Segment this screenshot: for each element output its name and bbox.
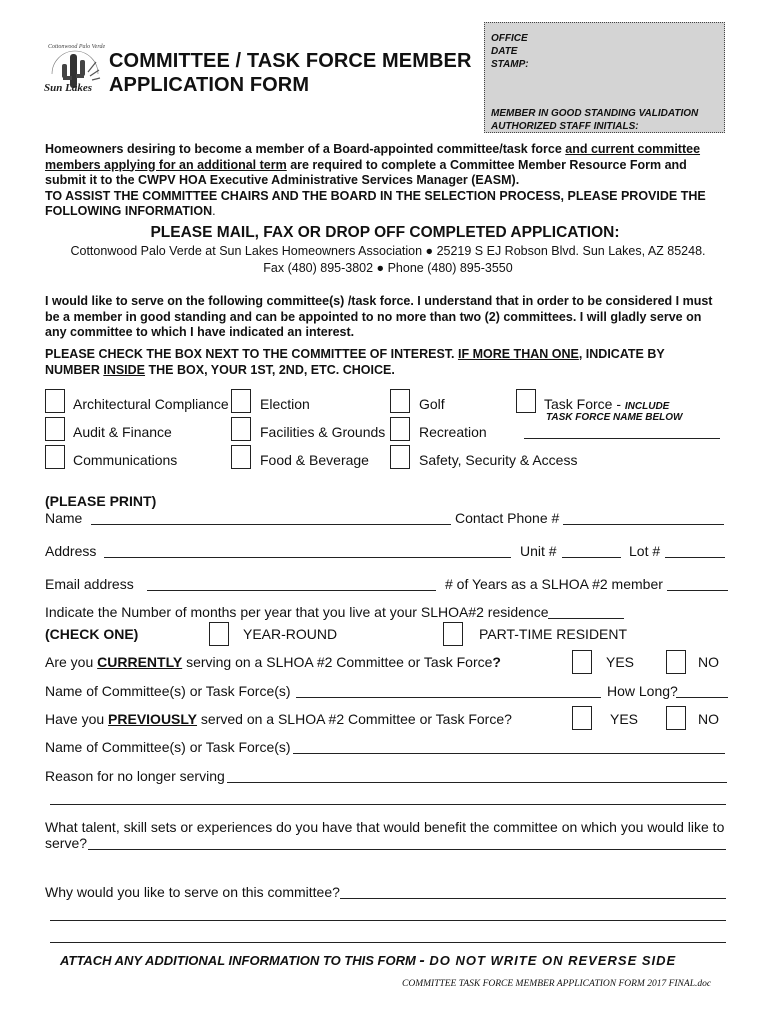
intro-assist-2: FOLLOWING INFORMATION — [45, 204, 213, 218]
talent-label-2: serve? — [45, 835, 88, 851]
serve-statement — [45, 294, 735, 341]
serve-line-2: be a member in good standing and can be appointed to no more than two (2) committees. I will gladly serve on — [45, 309, 702, 324]
reason-field[interactable] — [227, 782, 727, 783]
mail-address: Cottonwood Palo Verde at Sun Lakes Homeowners Association ● 25219 S EJ Robson Blvd. Sun Lakes, AZ 85248. — [70, 244, 706, 258]
attach-dash: - — [419, 952, 425, 969]
checkbox-previously-no[interactable] — [666, 706, 686, 730]
label-golf: Golf — [419, 396, 445, 412]
checkbox-previously-yes[interactable] — [572, 706, 592, 730]
previous-committees-field[interactable] — [293, 753, 725, 754]
label-election: Election — [260, 396, 310, 412]
reason-field-line2[interactable] — [50, 804, 726, 805]
currently-q: ? — [492, 654, 501, 670]
year-round-label: YEAR-ROUND — [243, 626, 338, 642]
checkbox-safety[interactable] — [390, 445, 410, 469]
previously-yes-label: YES — [610, 711, 639, 727]
logo — [44, 44, 106, 100]
check-text-b: , INDICATE BY — [578, 347, 665, 361]
currently-yes-label: YES — [606, 654, 635, 670]
serve-line-3: any committee to which I have indicated an interest. — [45, 325, 355, 339]
current-committees-field[interactable] — [296, 697, 601, 698]
intro-paragraph — [45, 142, 735, 220]
lot-label: Lot # — [629, 543, 661, 559]
check-text-a: PLEASE CHECK THE BOX NEXT TO THE COMMITTEE OF INTEREST. — [45, 347, 458, 361]
unit-label: Unit # — [520, 543, 557, 559]
please-print: (PLEASE PRINT) — [45, 493, 157, 509]
contact-phone-field[interactable] — [563, 524, 724, 525]
name-committees-label: Name of Committee(s) or Task Force(s) — [45, 683, 291, 699]
stamp-office: OFFICE — [491, 33, 528, 44]
currently-no-label: NO — [698, 654, 719, 670]
task-force-text: Task Force - — [544, 396, 625, 412]
checkbox-currently-yes[interactable] — [572, 650, 592, 674]
label-task-force — [544, 396, 669, 412]
why-field-line2[interactable] — [50, 920, 726, 921]
page-title-line1: COMMITTEE / TASK FORCE MEMBER — [109, 50, 472, 72]
checkbox-recreation[interactable] — [390, 417, 410, 441]
mail-heading: PLEASE MAIL, FAX OR DROP OFF COMPLETED APPLICATION: — [150, 224, 620, 241]
check-text-d: THE BOX, YOUR 1ST, 2ND, ETC. CHOICE. — [145, 362, 395, 377]
previously-u: PREVIOUSLY — [108, 711, 198, 727]
currently-u: CURRENTLY — [97, 654, 183, 670]
checkbox-food[interactable] — [231, 445, 251, 469]
office-stamp-box — [484, 22, 725, 133]
intro-text-3: submit it to the CWPV HOA Executive Administrative Services Manager (EASM). — [45, 173, 520, 187]
stamp-stamp: STAMP: — [491, 59, 529, 70]
logo-text-top: Cottonwood Palo Verde — [48, 44, 106, 50]
name-label: Name — [45, 510, 83, 526]
stamp-date: DATE — [491, 46, 518, 57]
months-field[interactable] — [548, 618, 624, 619]
talent-field[interactable] — [88, 849, 726, 850]
lot-field[interactable] — [665, 557, 725, 558]
why-field-line3[interactable] — [50, 942, 726, 943]
currently-a: Are you — [45, 654, 98, 670]
check-text-c: NUMBER — [45, 362, 104, 377]
months-label: Indicate the Number of months per year that you live at your SLHOA#2 residence — [45, 604, 549, 620]
attach-text-b: DO NOT WRITE ON REVERSE SIDE — [424, 953, 677, 968]
task-force-note: TASK FORCE NAME BELOW — [546, 412, 683, 423]
label-recreation: Recreation — [419, 424, 487, 440]
task-force-name-field[interactable] — [524, 438, 720, 439]
years-label: # of Years as a SLHOA #2 member — [445, 576, 663, 592]
talent-label-1: What talent, skill sets or experiences do you have that would benefit the committee on which you would like to — [45, 819, 725, 835]
stamp-validation-1: MEMBER IN GOOD STANDING VALIDATION — [491, 108, 699, 119]
label-communications: Communications — [73, 452, 178, 468]
mail-phone: Fax (480) 895-3802 ● Phone (480) 895-3550 — [263, 261, 513, 275]
footer-filename: COMMITTEE TASK FORCE MEMBER APPLICATION FORM 2017 FINAL.doc — [402, 979, 712, 989]
previous-committees-label: Name of Committee(s) or Task Force(s) — [45, 739, 291, 755]
attach-text-a: ATTACH ANY ADDITIONAL INFORMATION TO THIS FORM — [60, 953, 420, 968]
checkbox-architectural[interactable] — [45, 389, 65, 413]
previously-a: Have you — [45, 711, 109, 727]
unit-field[interactable] — [562, 557, 621, 558]
reason-label: Reason for no longer serving — [45, 768, 225, 784]
checkbox-election[interactable] — [231, 389, 251, 413]
previously-no-label: NO — [698, 711, 719, 727]
label-architectural: Architectural Compliance — [73, 396, 229, 412]
currently-question — [45, 654, 501, 670]
task-force-include: INCLUDE — [624, 401, 670, 412]
checkbox-golf[interactable] — [390, 389, 410, 413]
attach-note — [60, 952, 676, 970]
intro-text-2: are required to complete a Committee Member Resource Form and — [286, 157, 687, 172]
checkbox-communications[interactable] — [45, 445, 65, 469]
label-safety: Safety, Security & Access — [419, 452, 578, 468]
address-field[interactable] — [104, 557, 511, 558]
previously-b: served on a SLHOA #2 Committee or Task Force? — [197, 711, 512, 727]
why-field[interactable] — [340, 898, 726, 899]
email-field[interactable] — [147, 590, 436, 591]
stamp-validation-2: AUTHORIZED STAFF INITIALS: — [491, 121, 639, 132]
contact-phone-label: Contact Phone # — [455, 510, 560, 526]
intro-underline-1: and current committee — [565, 142, 701, 156]
label-food: Food & Beverage — [260, 452, 369, 468]
intro-underline-2: members applying for an additional term — [45, 157, 287, 172]
why-label: Why would you like to serve on this committee? — [45, 884, 340, 900]
intro-assist: TO ASSIST THE COMMITTEE CHAIRS AND THE BOARD IN THE SELECTION PROCESS, PLEASE PROVIDE THE — [45, 188, 706, 203]
check-one-label: (CHECK ONE) — [45, 626, 139, 642]
checkbox-part-time[interactable] — [443, 622, 463, 646]
serve-line-1: I would like to serve on the following committee(s) /task force. I understand that in order to be considered I must — [45, 294, 713, 308]
previously-question — [45, 711, 512, 727]
check-underline-2: INSIDE — [103, 362, 146, 377]
label-facilities: Facilities & Grounds — [260, 424, 386, 440]
check-underline-1: IF MORE THAN ONE — [458, 347, 579, 361]
page-title-line2: APPLICATION FORM — [109, 74, 310, 96]
how-long-label: How Long? — [607, 683, 678, 699]
checkbox-year-round[interactable] — [209, 622, 229, 646]
part-time-label: PART-TIME RESIDENT — [479, 626, 628, 642]
checkbox-currently-no[interactable] — [666, 650, 686, 674]
checkbox-task-force[interactable] — [516, 389, 536, 413]
intro-dot: . — [212, 204, 216, 218]
name-field[interactable] — [91, 524, 451, 525]
how-long-field[interactable] — [676, 697, 728, 698]
logo-text-bottom: Sun Lakes — [44, 82, 92, 94]
checkbox-facilities[interactable] — [231, 417, 251, 441]
email-label: Email address — [45, 576, 134, 592]
check-instruction — [45, 347, 735, 378]
label-audit: Audit & Finance — [73, 424, 172, 440]
intro-text: Homeowners desiring to become a member of a Board-appointed committee/task force — [45, 142, 566, 156]
years-field[interactable] — [667, 590, 728, 591]
address-label: Address — [45, 543, 97, 559]
currently-b: serving on a SLHOA #2 Committee or Task Force — [182, 654, 493, 670]
checkbox-audit[interactable] — [45, 417, 65, 441]
